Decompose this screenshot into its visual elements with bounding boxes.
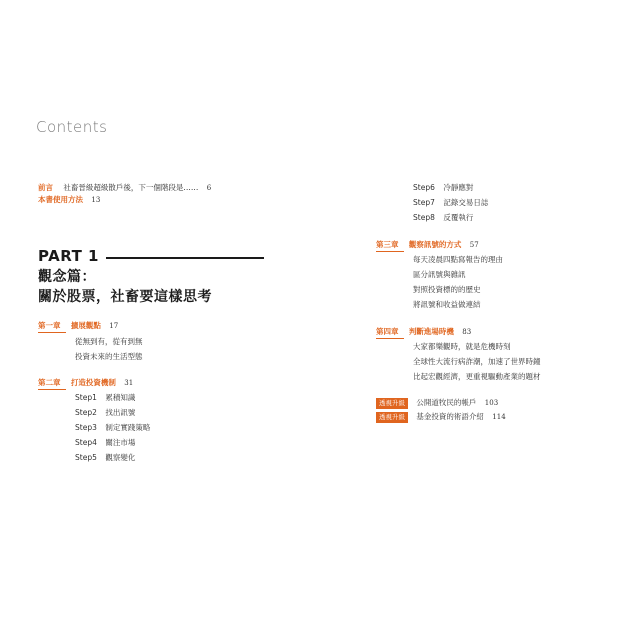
chapter-1-page: 17 xyxy=(109,322,119,330)
extra-entry[interactable] xyxy=(376,398,498,409)
preface-page: 6 xyxy=(206,184,212,192)
chapter-2-rule xyxy=(38,389,66,390)
chapter-2-title: 打造投資機制 xyxy=(70,378,116,387)
chapter-2-page: 31 xyxy=(124,379,134,387)
step-label: Step6 xyxy=(413,183,435,192)
chapter-4-label: 第四章 xyxy=(376,327,399,336)
chapter-3-item[interactable]: 區分訊號與雜訊 xyxy=(413,270,466,279)
step-entry[interactable] xyxy=(413,213,473,223)
chapter-3-item[interactable]: 每天凌晨四點寫報告的理由 xyxy=(413,255,503,264)
step-entry[interactable] xyxy=(413,198,488,208)
chapter-3-item[interactable]: 將訊號和收益做連結 xyxy=(413,300,481,309)
chapter-4-rule xyxy=(376,338,404,339)
chapter-4-entry[interactable] xyxy=(376,327,471,337)
step-entry[interactable] xyxy=(75,453,135,463)
usage-entry[interactable] xyxy=(38,195,100,205)
chapter-2-entry[interactable] xyxy=(38,378,133,388)
extra-badge: 透視升級 xyxy=(376,412,408,423)
chapter-2-label: 第二章 xyxy=(38,378,61,387)
chapter-4-item[interactable]: 全球性大流行病詐潮，加速了世界時鐘 xyxy=(413,357,541,366)
contents-heading: Contents xyxy=(36,118,108,136)
chapter-1-label: 第一章 xyxy=(38,321,61,330)
step-label: Step4 xyxy=(75,438,97,447)
step-text: 制定實踐策略 xyxy=(105,423,151,432)
extra-text: 公開道牧民的帳戶 xyxy=(416,398,477,407)
step-text: 找出訊號 xyxy=(105,408,136,417)
step-text: 觀察變化 xyxy=(105,453,136,462)
step-label: Step7 xyxy=(413,198,435,207)
chapter-4-item[interactable]: 大家都樂觀時，就是危機時刻 xyxy=(413,342,511,351)
step-entry[interactable] xyxy=(413,183,473,193)
part-title-line2: 關於股票，社畜要這樣思考 xyxy=(38,289,212,305)
chapter-4-title: 判斷進場時機 xyxy=(408,327,454,336)
step-entry[interactable] xyxy=(75,423,150,433)
step-entry[interactable] xyxy=(75,438,135,448)
part-divider xyxy=(106,257,264,259)
extra-text: 基金投資的術語介紹 xyxy=(416,412,484,421)
extra-page: 114 xyxy=(492,413,506,421)
chapter-1-title: 擴展觀點 xyxy=(70,321,101,330)
preface-text: 社畜晉級超級散戶後，下一個階段是…… xyxy=(63,183,199,192)
step-entry[interactable] xyxy=(75,408,135,418)
chapter-3-page: 57 xyxy=(469,241,479,249)
chapter-1-item[interactable]: 從無到有，從有到無 xyxy=(75,337,143,346)
extra-entry[interactable] xyxy=(376,412,506,423)
usage-page: 13 xyxy=(91,196,101,204)
chapter-1-item[interactable]: 投資未來的生活型態 xyxy=(75,352,143,361)
part-label: PART 1 xyxy=(38,247,99,265)
extra-page: 103 xyxy=(484,399,499,407)
step-text: 反覆執行 xyxy=(443,213,474,222)
extra-badge: 透視升級 xyxy=(376,398,408,409)
chapter-3-title: 觀察訊號的方式 xyxy=(408,240,462,249)
usage-label: 本書使用方法 xyxy=(38,195,83,204)
chapter-1-entry[interactable] xyxy=(38,321,118,331)
chapter-3-entry[interactable] xyxy=(376,240,479,250)
step-text: 關注市場 xyxy=(105,438,136,447)
step-text: 記錄交易日誌 xyxy=(443,198,489,207)
chapter-3-item[interactable]: 對照投資標的的歷史 xyxy=(413,285,481,294)
chapter-4-item[interactable]: 比起宏觀經濟，更重視驅動產業的題材 xyxy=(413,372,541,381)
step-entry[interactable] xyxy=(75,393,135,403)
step-label: Step8 xyxy=(413,213,435,222)
step-label: Step5 xyxy=(75,453,97,462)
preface-entry[interactable] xyxy=(38,183,211,193)
chapter-3-label: 第三章 xyxy=(376,240,399,249)
step-text: 冷靜應對 xyxy=(443,183,474,192)
step-text: 累積知識 xyxy=(105,393,136,402)
step-label: Step1 xyxy=(75,393,97,402)
step-label: Step2 xyxy=(75,408,97,417)
chapter-4-page: 83 xyxy=(462,328,472,336)
preface-label: 前言 xyxy=(38,183,53,192)
step-label: Step3 xyxy=(75,423,97,432)
chapter-1-rule xyxy=(38,332,66,333)
part-title-line1: 觀念篇： xyxy=(38,269,96,285)
chapter-3-rule xyxy=(376,251,404,252)
